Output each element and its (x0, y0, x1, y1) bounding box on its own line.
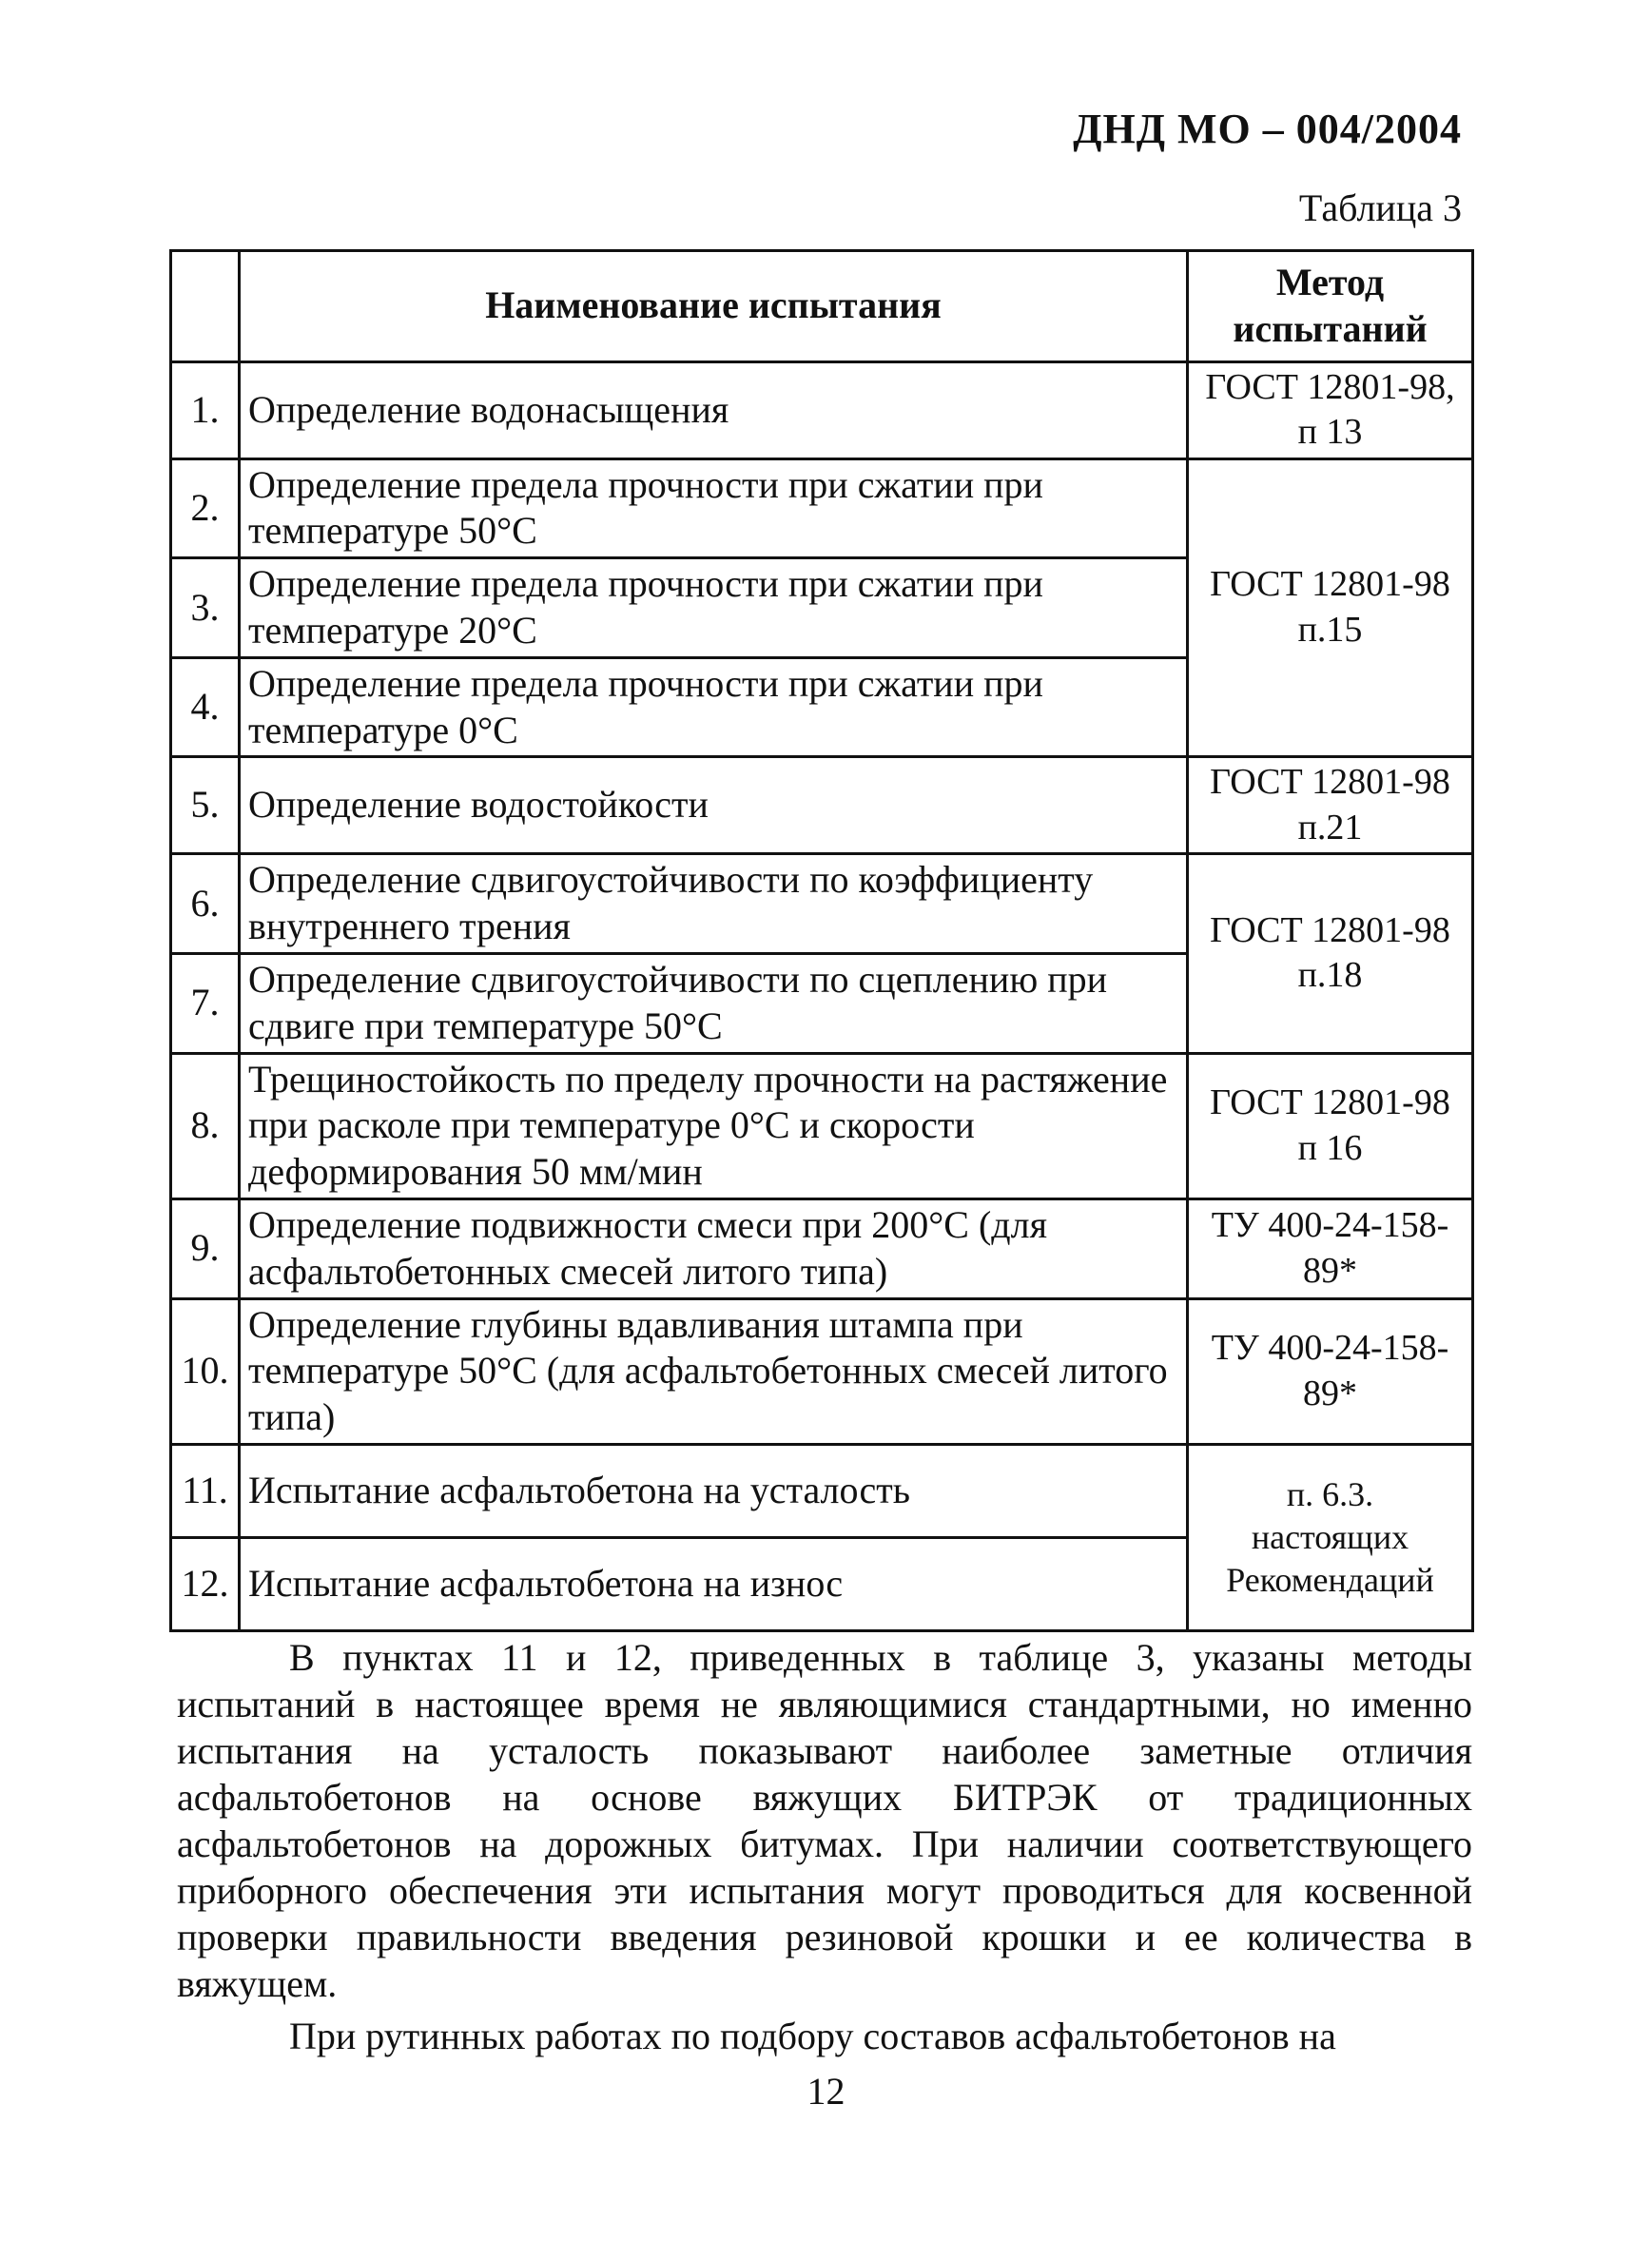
method-line: 89* (1303, 1373, 1357, 1413)
table-row (171, 1298, 1473, 1444)
row-test-name: Определение предела прочности при сжатии при температуре 20°С (240, 558, 1188, 658)
body-text (177, 1634, 1472, 2059)
table-row (171, 361, 1473, 458)
row-method (1188, 1298, 1473, 1444)
tests-table (169, 249, 1474, 1632)
header-test-method-text: Метод испытаний (1233, 261, 1428, 350)
method-line: п. 6.3. (1286, 1474, 1374, 1513)
row-number: 4. (171, 657, 240, 757)
row-test-name: Испытание асфальтобетона на усталость (240, 1444, 1188, 1537)
document-code: ДНД МО – 004/2004 (1073, 106, 1462, 152)
row-number: 1. (171, 361, 240, 458)
method-line: п 16 (1297, 1127, 1363, 1168)
row-number: 12. (171, 1537, 240, 1630)
table-row (171, 458, 1473, 558)
method-line: п.21 (1297, 807, 1363, 848)
method-line: п.15 (1297, 609, 1363, 650)
row-test-name: Определение водостойкости (240, 757, 1188, 854)
row-test-name: Определение подвижности смеси при 200°С (для асфальтобетонных смесей литого типа) (240, 1198, 1188, 1298)
method-line: ГОСТ 12801-98 (1210, 909, 1450, 950)
table-row (171, 1053, 1473, 1198)
method-line: п.18 (1297, 955, 1363, 996)
table-header-row (171, 251, 1473, 362)
row-number: 3. (171, 558, 240, 658)
row-test-name: Определение предела прочности при сжатии при температуре 50°С (240, 458, 1188, 558)
row-number: 7. (171, 953, 240, 1053)
method-line: 89* (1303, 1250, 1357, 1291)
table-row (171, 1444, 1473, 1537)
row-test-name: Определение глубины вдавливания штампа при температуре 50°С (для асфальтобетонных смесей литого типа) (240, 1298, 1188, 1444)
row-method (1188, 757, 1473, 854)
row-test-name: Определение сдвигоустойчивости по коэффициенту внутреннего трения (240, 854, 1188, 954)
table-caption: Таблица 3 (1298, 186, 1462, 229)
row-method (1188, 1053, 1473, 1198)
method-line: ТУ 400-24-158- (1211, 1328, 1449, 1369)
row-method (1188, 854, 1473, 1053)
row-method (1188, 361, 1473, 458)
row-number: 2. (171, 458, 240, 558)
method-line: ГОСТ 12801-98, (1205, 366, 1455, 407)
method-line: ГОСТ 12801-98 (1210, 564, 1450, 605)
paragraph: В пунктах 11 и 12, приведенных в таблице 3, указаны методы испытаний в настоящее время не являющимися стандартными, но именно испытания на усталость показывают наиболее заметные отличия асфальтобетонов на основе вяжущих БИТРЭК от традиционных асфальтобетонов на дорожных битумах. При наличии соответствующего приборного обеспечения эти испытания могут проводиться для косвенной проверки правильности введения резиновой крошки и ее количества в вяжущем. (177, 1636, 1472, 2005)
table-row (171, 854, 1473, 954)
row-method (1188, 458, 1473, 757)
row-test-name: Определение сдвигоустойчивости по сцеплению при сдвиге при температуре 50°С (240, 953, 1188, 1053)
header-test-method (1188, 251, 1473, 362)
row-method (1188, 1198, 1473, 1298)
row-test-name: Определение водонасыщения (240, 361, 1188, 458)
row-test-name: Испытание асфальтобетона на износ (240, 1537, 1188, 1630)
row-number: 5. (171, 757, 240, 854)
table-row (171, 1198, 1473, 1298)
method-line: Рекомендаций (1226, 1560, 1434, 1599)
page-number: 12 (807, 2070, 845, 2113)
row-number: 6. (171, 854, 240, 954)
row-number: 8. (171, 1053, 240, 1198)
table-row (171, 757, 1473, 854)
method-line: ТУ 400-24-158- (1211, 1205, 1449, 1246)
method-line: п 13 (1297, 412, 1363, 453)
method-line: настоящих (1251, 1517, 1409, 1556)
row-number: 10. (171, 1298, 240, 1444)
header-test-name: Наименование испытания (240, 251, 1188, 362)
row-number: 9. (171, 1198, 240, 1298)
row-test-name: Трещиностойкость по пределу прочности на растяжение при расколе при температуре 0°С и скорости деформирования 50 мм/мин (240, 1053, 1188, 1198)
paragraph: При рутинных работах по подбору составов асфальтобетонов на (289, 2015, 1336, 2057)
method-line: ГОСТ 12801-98 (1210, 762, 1450, 803)
row-method (1188, 1444, 1473, 1630)
method-line: ГОСТ 12801-98 (1210, 1082, 1450, 1123)
header-number (171, 251, 240, 362)
row-test-name: Определение предела прочности при сжатии при температуре 0°С (240, 657, 1188, 757)
row-number: 11. (171, 1444, 240, 1537)
